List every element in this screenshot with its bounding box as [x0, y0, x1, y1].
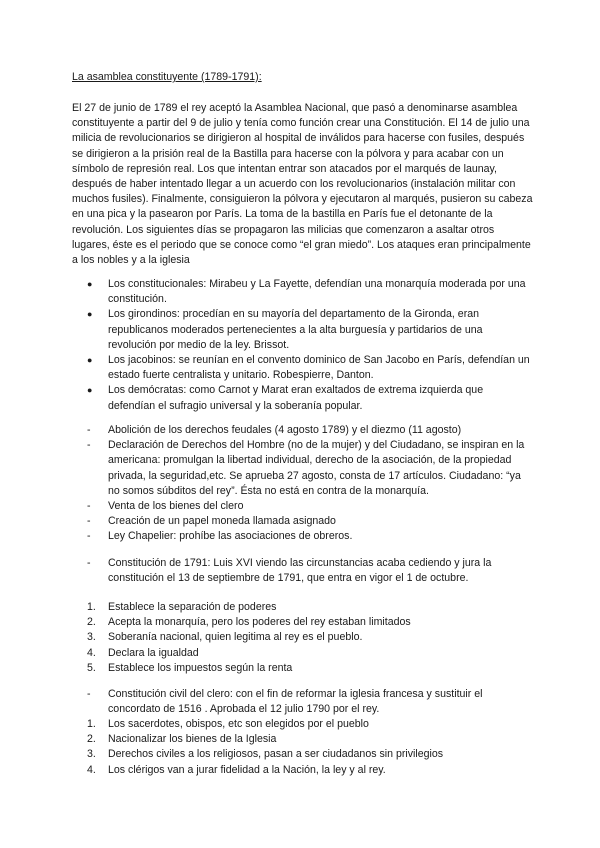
list-item: - Constitución civil del clero: con el fin de reformar la iglesia francesa y sustituir el concordato de 1516 . Aprobada el 12 julio 1790 por el rey. [87, 688, 483, 716]
list-item: ● Los girondinos: procedían en su mayoría del departamento de la Gironda, eran republicanos moderados pertenecientes a la alta burguesía y partidarios de una revolución por medio de la ley. Brissot. [87, 308, 483, 351]
list-item: 5. Establece los impuestos según la renta [72, 661, 532, 676]
bullet-icon: ● [87, 279, 93, 289]
dash-marker: - [87, 688, 91, 700]
bullet-icon: ● [87, 385, 93, 396]
list-item: 3. Soberanía nacional, quien legitima al rey es el pueblo. [72, 630, 532, 645]
number-marker: 4. [87, 646, 96, 659]
list-item: - Abolición de los derechos feudales (4 agosto 1789) y el diezmo (11 agosto) [72, 423, 532, 438]
list-item: 4. Los clérigos van a jurar fidelidad a la Nación, la ley y al rey. [72, 763, 532, 778]
dash-marker: - [87, 530, 91, 543]
list-item: - Declaración de Derechos del Hombre (no de la mujer) y del Ciudadano, se inspiran en la americana: promulgan la libertad individual, derecho de la asociación, de la propiedad privada, la seguridad,etc. Se aprueba 27 agosto, consta de 17 artículos. Ciudadano: “ya no somos súbditos del rey”. Ésta no está en contra de la monarquía. [87, 439, 525, 497]
list-item: 1. Los sacerdotes, obispos, etc son elegidos por el pueblo [72, 717, 532, 732]
political-groups-list [72, 277, 532, 414]
dash-marker: - [87, 557, 91, 569]
number-marker: 5. [87, 661, 96, 674]
list-item: - Constitución de 1791: Luis XVI viendo las circunstancias acaba cediendo y jura la constitución el 13 de septiembre de 1791, que entra en vigor el 1 de octubre. [87, 557, 492, 585]
list-item: ● Los demócratas: como Carnot y Marat eran exaltados de extrema izquierda que defendían el sufragio universal y la soberanía popular. [87, 384, 484, 412]
number-marker: 1. [87, 718, 96, 730]
list-item: 2. Acepta la monarquía, pero los poderes del rey estaban limitados [72, 615, 532, 630]
clergy-points-list [72, 717, 532, 778]
number-marker: 4. [87, 763, 96, 776]
number-marker: 2. [87, 616, 96, 629]
dash-marker: - [87, 500, 91, 513]
dash-marker: - [87, 424, 91, 436]
list-item: ● Los constitucionales: Mirabeu y La Fayette, defendían una monarquía moderada por una constitución. [87, 278, 526, 306]
constitution-list [72, 556, 532, 586]
list-item: - Venta de los bienes del clero [72, 499, 532, 514]
number-marker: 3. [87, 631, 96, 644]
section-title: La asamblea constituyente (1789-1791): [72, 71, 262, 83]
dash-marker: - [87, 515, 91, 528]
intro-paragraph: El 27 de junio de 1789 el rey aceptó la Asamblea Nacional, que pasó a denominarse asamblea constituyente a partir del 9 de julio y tenía como función crear una Constitución. El 14 de julio una milicia de revolucionarios se dirigieron al hospital de inválidos para hacerse con fusiles, después se dirigieron a la prisión real de la Bastilla para hacerse con la pólvora y para acabar con un símbolo de represión real. Los que intentan entrar son atacados por el marqués de launay, después de haber intentado llegar a un acuerdo con los revolucionarios (instalación militar con muchos fusiles). Finalmente, consiguieron la pólvora y ejecutaron al marqués, pusieron su cabeza en una pica y la pasearon por París. La toma de la bastilla en París fue el detonante de la revolución. Los siguientes días se propagaron las milicias que comenzaron a asaltar otros lugares, éste es el periodo que se conoce como “el gran miedo”. Los ataques eran principalmente a los nobles y a la iglesia [72, 102, 533, 267]
list-item: 3. Derechos civiles a los religiosos, pasan a ser ciudadanos sin privilegios [72, 747, 532, 762]
bullet-icon: ● [87, 355, 93, 366]
number-marker: 3. [87, 748, 96, 761]
list-item: ● Los jacobinos: se reunían en el convento dominico de San Jacobo en París, defendían un estado fuerte centralista y unitario. Robespierre, Danton. [87, 354, 530, 382]
number-marker: 1. [87, 601, 96, 613]
list-item: 2. Nacionalizar los bienes de la Iglesia [72, 732, 532, 747]
list-item: 1. Establece la separación de poderes [72, 600, 532, 615]
list-item: - Creación de un papel moneda llamada asignado [72, 514, 532, 529]
list-item: 4. Declara la igualdad [72, 646, 532, 661]
list-item: - Ley Chapelier: prohíbe las asociaciones de obreros. [72, 529, 532, 544]
bullet-icon: ● [87, 309, 93, 320]
number-marker: 2. [87, 733, 96, 746]
constitution-points-list [72, 600, 532, 676]
clergy-list [72, 687, 532, 717]
measures-list [72, 423, 532, 545]
dash-marker: - [87, 439, 91, 452]
